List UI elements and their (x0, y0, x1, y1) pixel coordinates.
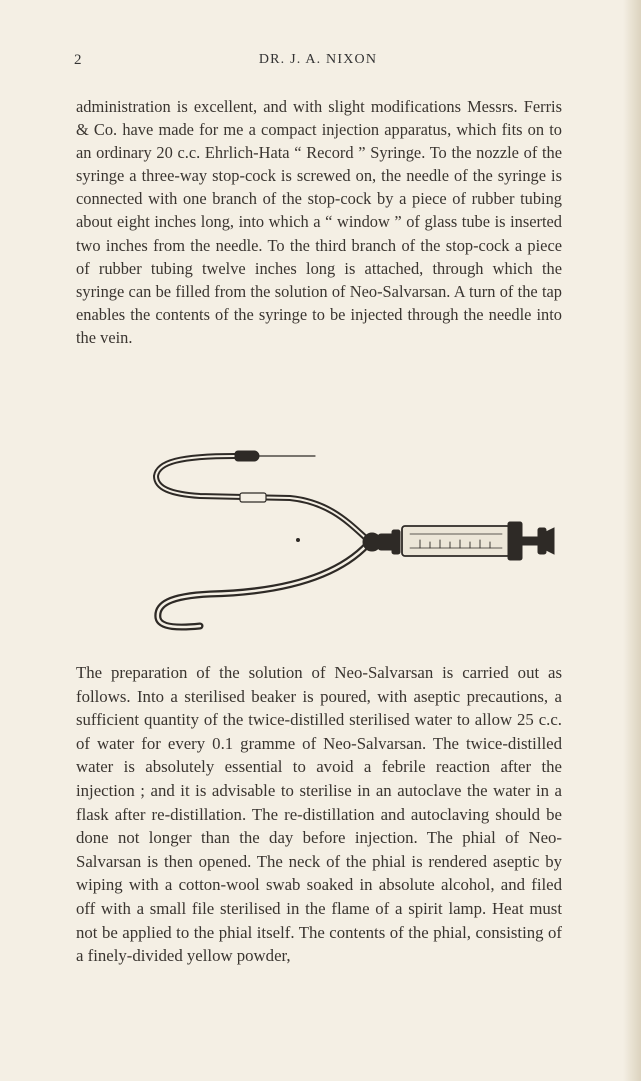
syringe-barrel (402, 526, 510, 556)
glass-window (240, 493, 266, 502)
syringe-cap (508, 522, 522, 560)
page-header (74, 52, 562, 72)
running-head: DR. J. A. NIXON (258, 52, 378, 67)
body-paragraph: The preparation of the solution of Neo-Salvarsan is carried out as follows. Into a sterilised beaker is poured, with aseptic precautions, a sufficient quantity of the twice-distilled sterilised water to allow 25 c.c. of water for every 0.1 gramme of Neo-Salvarsan. The twice-distilled water is absolutely essential to avoid a febrile reaction after the injection ; and it is advisable to sterilise in an autoclave the water in a flask after re-distillation. The re-distillation and autoclaving should be done not longer than the day before injection. The phial of Neo-Salvarsan is then opened. The neck of the phial is rendered aseptic by wiping with a cotton-wool swab soaked in absolute alcohol, and filed off with a small file sterilised in the flame of a spirit lamp. Heat must not be applied to the phial itself. The contents of the phial, consisting of a finely-divided yellow powder, (76, 663, 562, 966)
plunger-rod (522, 537, 538, 545)
plunger-handle (538, 528, 546, 554)
page-number: 2 (74, 52, 82, 68)
page-edge-shadow (623, 0, 641, 1081)
injection-apparatus-illustration (140, 444, 560, 640)
lower-rubber-tube (158, 544, 368, 627)
body-paragraph: administration is excellent, and with slight modifications Messrs. Ferris & Co. have made for me a compact injection apparatus, which fits on to an ordinary 20 c.c. Ehrlich-Hata “ Record ” Syringe. To the nozzle of the syringe a three-way stop-cock is screwed on, the needle of the syringe is connected with one branch of the stop-cock by a piece of rubber tubing about eight inches long, into which a “ window ” of glass tube is inserted two inches from the needle. To the third branch of the stop-cock a piece of rubber tubing twelve inches long is attached, through which the syringe can be filled from the solution of Neo-Salvarsan. A turn of the tap enables the contents of the syringe to be injected through the needle into the vein. (76, 97, 562, 347)
